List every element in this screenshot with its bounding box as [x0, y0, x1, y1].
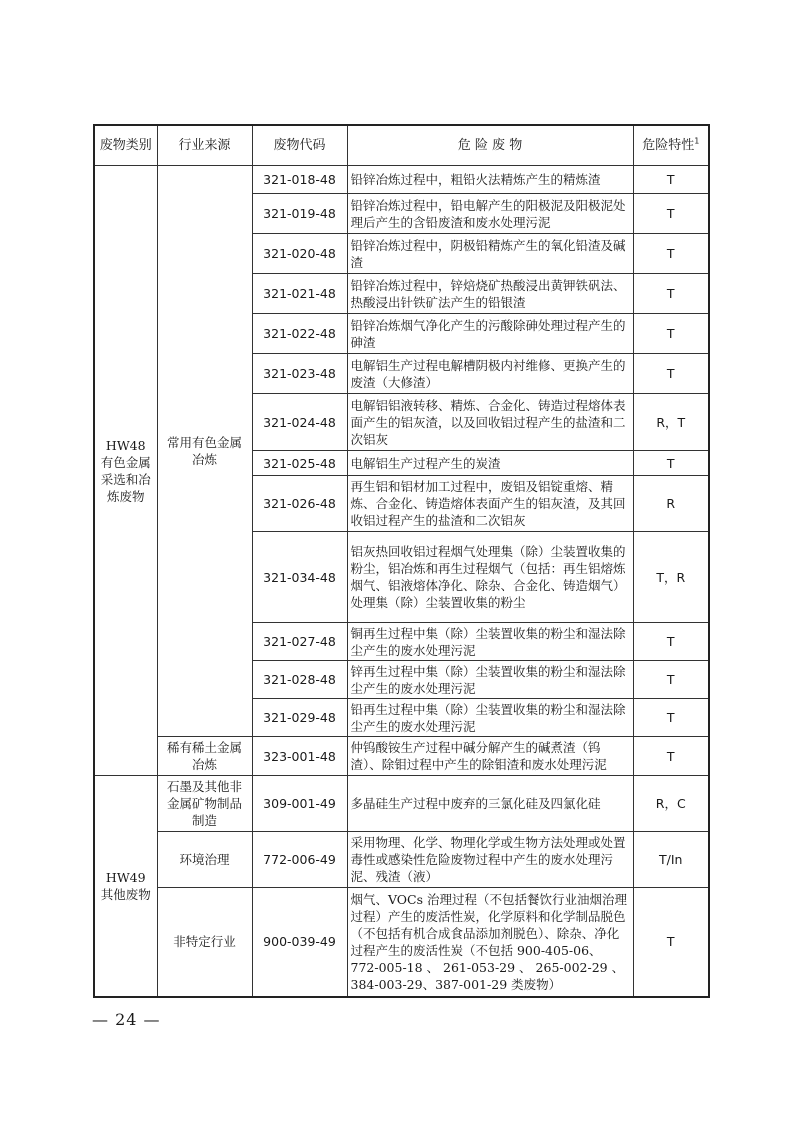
hazard-characteristic-cell: T	[633, 699, 709, 737]
waste-description-cell: 仲钨酸铵生产过程中碱分解产生的碱煮渣（钨渣）、除钼过程中产生的除钼渣和废水处理污泥	[347, 737, 633, 776]
industry-source-cell	[157, 737, 252, 776]
hazard-characteristic-cell: T	[633, 274, 709, 314]
waste-code-cell: 321-026-48	[252, 476, 347, 532]
waste-description-cell: 铅锌冶炼过程中，阴极铅精炼产生的氧化铅渣及碱渣	[347, 234, 633, 274]
industry-source-cell	[157, 888, 252, 997]
hazard-characteristic-cell: T	[633, 661, 709, 699]
header-code: 废物代码	[252, 125, 347, 166]
waste-description-cell: 铝灰热回收铝过程烟气处理集（除）尘装置收集的粉尘，铝冶炼和再生过程烟气（包括：再生铝熔炼烟气、铝液熔体净化、除杂、合金化、铸造烟气）处理集（除）尘装置收集的粉尘	[347, 532, 633, 623]
table-row	[94, 776, 709, 832]
waste-code-cell: 321-025-48	[252, 451, 347, 476]
header-characteristic-label: 危险特性	[642, 138, 695, 153]
hazard-characteristic-cell: R	[633, 476, 709, 532]
waste-category-cell	[94, 166, 157, 776]
waste-description-cell: 铅锌冶炼过程中，锌焙烧矿热酸浸出黄钾铁矾法、热酸浸出针铁矿法产生的铅银渣	[347, 274, 633, 314]
industry-source-line: 金属矿物制品	[166, 796, 242, 811]
industry-source-cell	[157, 166, 252, 737]
waste-code-cell: 321-022-48	[252, 314, 347, 354]
waste-code-cell: 321-024-48	[252, 394, 347, 451]
hazard-characteristic-cell: T	[633, 194, 709, 234]
waste-category-cell	[94, 776, 157, 997]
industry-source-line: 非特定行业	[173, 934, 236, 950]
header-source: 行业来源	[157, 125, 252, 166]
waste-description-cell: 铜再生过程中集（除）尘装置收集的粉尘和湿法除尘产生的废水处理污泥	[347, 623, 633, 661]
header-category: 废物类别	[94, 125, 157, 166]
table-row	[94, 888, 709, 997]
hazard-characteristic-cell: T	[633, 234, 709, 274]
waste-code-cell: 321-021-48	[252, 274, 347, 314]
hazard-characteristic-cell: T，R	[633, 532, 709, 623]
waste-description-cell: 再生铝和铝材加工过程中，废铝及铝锭重熔、精炼、合金化、铸造熔体表面产生的铝灰渣，及其回收铝过程产生的盐渣和二次铝灰	[347, 476, 633, 532]
waste-code-cell: 321-018-48	[252, 166, 347, 194]
waste-code-cell: 321-023-48	[252, 354, 347, 394]
industry-source-line: 冶炼	[191, 452, 217, 467]
industry-source-line: 制造	[191, 813, 217, 828]
waste-category-line: 有色金属	[100, 454, 151, 470]
hazard-characteristic-cell: R，C	[633, 776, 709, 832]
waste-description-cell: 烟气、VOCs 治理过程（不包括餐饮行业油烟治理过程）产生的废活性炭，化学原料和化学制品脱色（不包括有机合成食品添加剂脱色）、除杂、净化过程产生的废活性炭（不包括 900-405-06、772-005-18 、 261-053-29 、 265-002-29 、384-003-29、387-001-29 类废物）	[347, 888, 633, 997]
header-waste: 危 险 废 物	[347, 125, 633, 166]
hazard-characteristic-cell: T	[633, 314, 709, 354]
waste-category-line: HW48	[105, 437, 146, 453]
industry-source-line: 环境治理	[179, 852, 230, 867]
waste-description-cell: 铅锌冶炼过程中，铅电解产生的阳极泥及阳极泥处理后产生的含铅废渣和废水处理污泥	[347, 194, 633, 234]
header-characteristic-footnote: 1	[694, 136, 700, 146]
hazardous-waste-table	[93, 124, 710, 998]
page-number: — 24 —	[92, 1010, 161, 1029]
waste-description-cell: 电解铝生产过程产生的炭渣	[347, 451, 633, 476]
industry-source-line: 石墨及其他非	[166, 779, 242, 794]
waste-code-cell: 309-001-49	[252, 776, 347, 832]
waste-description-cell: 采用物理、化学、物理化学或生物方法处理或处置毒性或感染性危险废物过程中产生的废水处理污泥、残渣（液）	[347, 832, 633, 888]
waste-description-cell: 多晶硅生产过程中废弃的三氯化硅及四氯化硅	[347, 776, 633, 832]
waste-code-cell: 321-019-48	[252, 194, 347, 234]
waste-description-cell: 电解铝铝液转移、精炼、合金化、铸造过程熔体表面产生的铝灰渣，以及回收铝过程产生的盐渣和二次铝灰	[347, 394, 633, 451]
hazard-characteristic-cell: T	[633, 166, 709, 194]
hazard-characteristic-cell: R，T	[633, 394, 709, 451]
hazard-characteristic-cell: T	[633, 451, 709, 476]
header-characteristic	[633, 125, 709, 166]
table-row	[94, 832, 709, 888]
industry-source-cell	[157, 776, 252, 832]
industry-source-line: 冶炼	[191, 757, 217, 772]
table-row	[94, 166, 709, 194]
waste-code-cell: 900-039-49	[252, 888, 347, 997]
hazard-characteristic-cell: T	[633, 623, 709, 661]
waste-code-cell: 321-034-48	[252, 532, 347, 623]
waste-code-cell: 321-029-48	[252, 699, 347, 737]
industry-source-line: 稀有稀土金属	[166, 740, 242, 755]
waste-code-cell: 323-001-48	[252, 737, 347, 776]
hazard-characteristic-cell: T	[633, 737, 709, 776]
waste-description-cell: 铅锌冶炼过程中，粗铅火法精炼产生的精炼渣	[347, 166, 633, 194]
industry-source-line: 常用有色金属	[166, 435, 242, 450]
waste-category-line: 炼废物	[106, 488, 145, 504]
hazard-characteristic-cell: T/In	[633, 832, 709, 888]
waste-description-cell: 锌再生过程中集（除）尘装置收集的粉尘和湿法除尘产生的废水处理污泥	[347, 661, 633, 699]
table-header-row	[94, 125, 709, 166]
waste-description-cell: 铅再生过程中集（除）尘装置收集的粉尘和湿法除尘产生的废水处理污泥	[347, 699, 633, 737]
table-row	[94, 737, 709, 776]
industry-source-cell	[157, 832, 252, 888]
waste-code-cell: 772-006-49	[252, 832, 347, 888]
waste-category-line: HW49	[105, 869, 146, 885]
hazard-characteristic-cell: T	[633, 888, 709, 997]
waste-code-cell: 321-020-48	[252, 234, 347, 274]
waste-description-cell: 铅锌冶炼烟气净化产生的污酸除砷处理过程产生的砷渣	[347, 314, 633, 354]
hazard-characteristic-cell: T	[633, 354, 709, 394]
table-body	[94, 166, 709, 997]
waste-category-line: 采选和冶	[100, 471, 151, 487]
waste-category-line: 其他废物	[100, 886, 151, 902]
waste-code-cell: 321-028-48	[252, 661, 347, 699]
waste-description-cell: 电解铝生产过程电解槽阴极内衬维修、更换产生的废渣（大修渣）	[347, 354, 633, 394]
waste-code-cell: 321-027-48	[252, 623, 347, 661]
